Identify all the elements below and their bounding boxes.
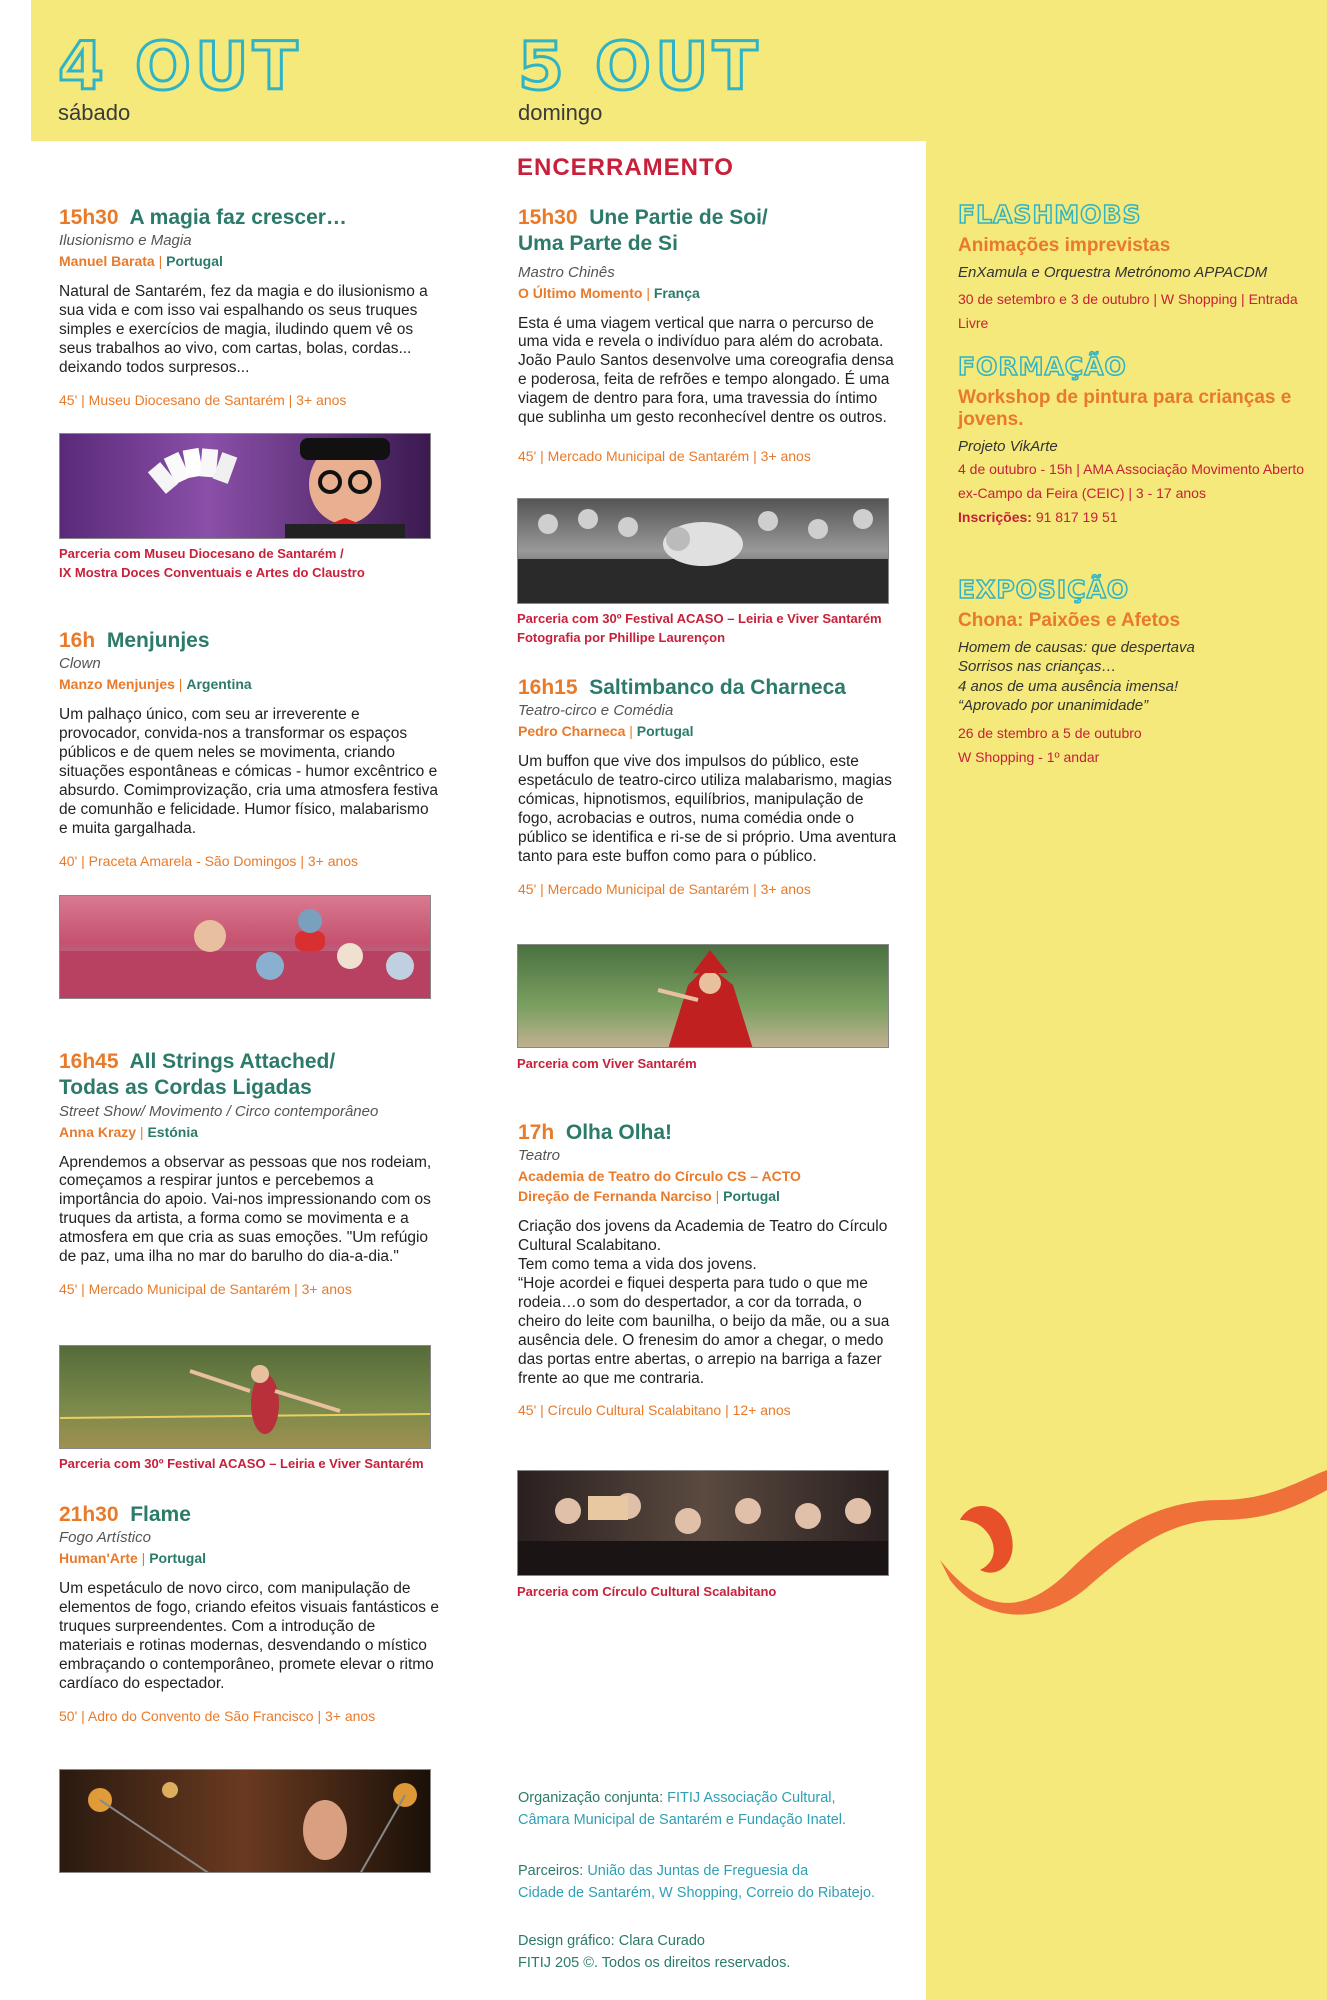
event-description: Natural de Santarém, fez da magia e do ilusionismo a sua vida e com isso vai espalhando os seus truques simples e exercícios de magia, iludindo quem vê os seus trabalhos ao vivo, com cartas, bolas, cordas... deixando todos surpresos... bbox=[59, 283, 428, 376]
saltimbanco-image bbox=[518, 945, 889, 1048]
event-genre: Teatro-circo e Comédia bbox=[518, 702, 674, 720]
event-genre: Clown bbox=[59, 655, 101, 673]
partner-note-magia: Parceria com Museu Diocesano de Santarém / IX Mostra Doces Conventuais e Artes do Claustro bbox=[59, 546, 365, 580]
event-genre: Ilusionismo e Magia bbox=[59, 232, 192, 250]
magician-image bbox=[60, 434, 431, 539]
photo-flame bbox=[59, 1769, 431, 1873]
day1-date: 4 OUT bbox=[58, 28, 302, 105]
section-heading: EXPOSIÇÃO bbox=[958, 575, 1130, 604]
event-meta: 45' | Mercado Municipal de Santarém | 3+ anos bbox=[518, 447, 811, 464]
photo-olha bbox=[517, 1470, 889, 1576]
event-artist: Pedro Charneca | Portugal bbox=[518, 723, 694, 740]
event-title: 15h30 A magia faz crescer… bbox=[59, 206, 347, 229]
event-title: 16h45 All Strings Attached/ Todas as Cordas Ligadas bbox=[59, 1050, 336, 1100]
event-description: Um buffon que vive dos impulsos do público, este espetáculo de teatro-circo utiliza malabarismo, magias cómicas, hipnotismos, equilíbrios, manipulação de fogo, acrobacias e outros, numa comédia onde o público se identifica e ri-se de si próprio. Uma aventura tanto para este buffon como para o público. bbox=[518, 753, 897, 865]
event-genre: Street Show/ Movimento / Circo contemporâneo bbox=[59, 1102, 379, 1120]
day1-weekday: sábado bbox=[58, 100, 131, 125]
sidebar-formacao bbox=[958, 352, 1318, 530]
ribbon-decoration bbox=[940, 1460, 1327, 1620]
section-info: 26 de stembro a 5 de outubro W Shopping - 1º andar bbox=[958, 724, 1142, 765]
event-magia bbox=[59, 205, 439, 408]
photo-saltimbanco bbox=[517, 944, 889, 1048]
photo-strings bbox=[59, 1345, 431, 1449]
event-artist: Manuel Barata | Portugal bbox=[59, 253, 223, 270]
event-genre: Teatro bbox=[518, 1147, 560, 1165]
section-heading: FORMAÇÃO bbox=[958, 352, 1127, 381]
section-title: Animações imprevistas bbox=[958, 235, 1171, 256]
event-title: 17h Olha Olha! bbox=[518, 1121, 673, 1144]
clown-image bbox=[60, 896, 431, 999]
footer-partners: Parceiros: União das Juntas de Freguesia da Cidade de Santarém, W Shopping, Correio do Ribatejo. bbox=[518, 1863, 876, 1902]
partner-note-saltimbanco: Parceria com Viver Santarém bbox=[517, 1056, 697, 1071]
olha-image bbox=[518, 1471, 889, 1576]
photo-magician bbox=[59, 433, 431, 539]
event-meta: 45' | Museu Diocesano de Santarém | 3+ anos bbox=[59, 391, 347, 408]
footer-credits: Design gráfico: Clara Curado FITIJ 205 ©. Todos os direitos reservados. bbox=[518, 1933, 791, 1972]
section-info: 4 de outubro - 15h | AMA Associação Movimento Aberto ex-Campo da Feira (CEIC) | 3 - 17 anos Inscrições: 91 817 19 51 bbox=[958, 461, 1305, 525]
section-info: 30 de setembro e 3 de outubro | W Shopping | Entrada Livre bbox=[958, 291, 1298, 332]
event-artist: Manzo Menjunjes | Argentina bbox=[59, 676, 252, 693]
event-une-partie bbox=[518, 205, 898, 464]
photo-clown bbox=[59, 895, 431, 999]
event-meta: 40' | Praceta Amarela - São Domingos | 3+ anos bbox=[59, 852, 359, 869]
event-meta: 50' | Adro do Convento de São Francisco | 3+ anos bbox=[59, 1707, 376, 1724]
event-description: Criação dos jovens da Academia de Teatro do Círculo Cultural Scalabitano. Tem como tema a vida dos jovens. “Hoje acordei e fiquei desperta para tudo o que me rodeia…o som do despertador, a cor da torrada, o cheiro do leite com baunilha, o beijo da mãe, ou a sua ausência dele. O frenesim do amor a chegar, o medo das portas entre abertas, o arrepio na barriga a fazer frente ao que me contraria. bbox=[518, 1218, 890, 1387]
partner-note-mastro: Parceria com 30º Festival ACASO – Leiria e Viver Santarém Fotografia por Phillipe Laurençon bbox=[517, 611, 882, 645]
section-subtitle: EnXamula e Orquestra Metrónomo APPACDM bbox=[958, 263, 1268, 281]
section-subtitle: Homem de causas: que despertava Sorrisos nas crianças… 4 anos de uma ausência imensa! “Aprovado por unanimidade” bbox=[958, 638, 1195, 715]
partner-note-olha: Parceria com Círculo Cultural Scalabitano bbox=[517, 1584, 777, 1599]
event-meta: 45' | Mercado Municipal de Santarém | 3+ anos bbox=[518, 880, 811, 897]
strings-image bbox=[60, 1346, 431, 1449]
event-artist: Human'Arte | Portugal bbox=[59, 1550, 206, 1567]
footer-organization: Organização conjunta: FITIJ Associação Cultural, Câmara Municipal de Santarém e Fundação Inatel. bbox=[518, 1790, 847, 1829]
section-title: Chona: Paixões e Afetos bbox=[958, 610, 1181, 631]
sidebar-exposicao bbox=[958, 575, 1318, 769]
event-description: Um espetáculo de novo circo, com manipulação de elementos de fogo, criando efeitos visuais fantásticos e truques surpreendentes. Com a introdução de materiais e rotinas modernas, desvendando o místico embraçando o contemporâneo, promete elevar o ritmo cardíaco do espectador. bbox=[59, 1580, 439, 1692]
event-description: Aprendemos a observar as pessoas que nos rodeiam, começamos a respirar juntos e percebemos a importância do apoio. Vai-nos impressionando com os truques da artista, a forma como se movimenta e a atmosfera em que cria as suas emoções. "Um refúgio de paz, uma ilha no mar do barulho do dia-a-dia." bbox=[59, 1153, 432, 1266]
day2-weekday: domingo bbox=[518, 100, 603, 125]
event-title: 15h30 Une Partie de Soi/ Uma Parte de Si bbox=[518, 206, 768, 256]
event-meta: 45' | Círculo Cultural Scalabitano | 12+ anos bbox=[518, 1402, 791, 1419]
event-director: Direção de Fernanda Narciso | Portugal bbox=[518, 1188, 780, 1205]
sidebar-flashmobs bbox=[958, 200, 1318, 336]
day1-header bbox=[58, 28, 302, 126]
day2-header bbox=[518, 28, 762, 126]
partner-note-strings: Parceria com 30º Festival ACASO – Leiria e Viver Santarém bbox=[59, 1456, 424, 1471]
flame-image bbox=[60, 1770, 431, 1873]
day2-date: 5 OUT bbox=[518, 28, 762, 105]
event-artist: O Último Momento | França bbox=[518, 284, 700, 301]
event-meta: 45' | Mercado Municipal de Santarém | 3+ anos bbox=[59, 1280, 352, 1297]
event-description: Um palhaço único, com seu ar irreverente e provocador, convida-nos a transformar os espaços públicos e de quem neles se movimenta, criando situações espontâneas e cómicas - humor excêntrico e absurdo. Comimprovização, cria uma atmosfera festiva de comunhão e felicidade. Humor físico, malabarismo e muita gargalhada. bbox=[59, 706, 439, 837]
section-subtitle: Projeto VikArte bbox=[958, 437, 1058, 455]
event-strings bbox=[59, 1049, 439, 1297]
event-title: 16h15 Saltimbanco da Charneca bbox=[518, 676, 846, 699]
event-artist: Anna Krazy | Estónia bbox=[59, 1123, 199, 1140]
event-genre: Fogo Artístico bbox=[59, 1529, 151, 1547]
event-artist: Academia de Teatro do Círculo CS – ACTO bbox=[518, 1168, 801, 1185]
event-saltimbanco bbox=[518, 675, 898, 897]
event-description: Esta é uma viagem vertical que narra o percurso de uma vida e revela o indivíduo para além do acrobata. João Paulo Santos desenvolve uma coreografia densa e poderosa, feita de refrões e tempo alongado. É uma viagem de dentro para fora, uma travessia do íntimo que sublinha um gesto reconhecível dentre os outros. bbox=[518, 314, 894, 427]
event-olha bbox=[518, 1120, 898, 1418]
section-title: Workshop de pintura para crianças e jovens. bbox=[958, 387, 1292, 430]
photo-mastro bbox=[517, 498, 889, 604]
section-heading: FLASHMOBS bbox=[958, 200, 1142, 229]
event-menjunjes bbox=[59, 628, 439, 869]
event-title: 21h30 Flame bbox=[59, 1503, 191, 1526]
left-margin bbox=[0, 0, 31, 2000]
closing-label: ENCERRAMENTO bbox=[517, 154, 734, 181]
event-flame bbox=[59, 1502, 439, 1724]
mastro-image bbox=[518, 499, 889, 604]
event-title: 16h Menjunjes bbox=[59, 629, 210, 652]
event-genre: Mastro Chinês bbox=[518, 263, 615, 281]
